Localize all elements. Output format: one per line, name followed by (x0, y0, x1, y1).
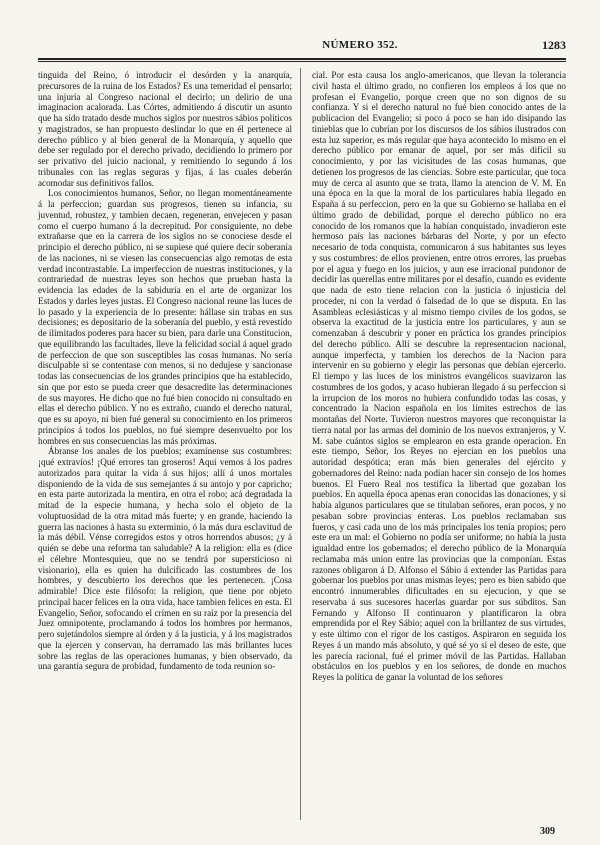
column-divider (300, 68, 301, 820)
header-rule-thin (38, 61, 566, 62)
paragraph: tinguida del Reino, ó introducir el desórden y la anarquía, precursores de la ruina de los Estados? Es una temeridad el pensarlo; una injuria al Congreso nacional el decirlo; un delirio de una imaginacion acalorada. Las Córtes, admitiendo á discutir un asunto que ha sido tratado desde muchos siglos por nuestros sábios políticos y magistrados, se han propuesto deslindar lo que en él pertenece al derecho público y al bien general de la Monarquía, y aquello que debe ser regulado por el derecho privado, decidiendo lo primero por ser privativo del juicio nacional, y remitiendo lo segundo á los tribunales con las reglas seguras y fijas, á las cuales deberán acomodar sus definitivos fallos. (38, 70, 292, 188)
paragraph: Los conocimientos humanos, Señor, no llegan momentáneamente á la perfeccion; guardan sus progresos, tienen su infancia, su juventud, robustez, y tambien decaen, regeneran, envejecen y pasan como el cuerpo humano á la decrepitud. Por consiguiente, no debe extrañarse que en la carrera de los siglos no se conociese desde el principio el derecho público, ni se supiese qué quiere decir soberanía de las naciones, ni se viesen las consecuencias algo remotas de esta verdad incontrastable. La imperfeccion de nuestras instituciones, y la contrariedad de nuestras leyes son hechos que prueban hasta la evidencia las edades de la sabiduría en el arte de organizar los Estados y darles leyes justas. El Congreso nacional reune las luces de lo pasado y la experiencia de lo presente: hállase sin trabas en sus decisiones; es depositario de la soberanía del pueblo, y está revestido de ilimitados poderes para hacer su bien, para darle una Constitucion, que equilibrando las facultades, lleve la felicidad social á aquel grado de perfeccion de que son susceptibles las cosas humanas. No sería disculpable si se contentase con menos, si no dedujese y sancionase todas las consecuencias de los grandes principios que ha establecido, sin que por esto se pueda creer que desacredite las determinaciones de sus mayores. He dicho que no fué bien conocido ni consultado en ellas el derecho público. Y no es extraño, cuando el derecho natural, que es su apoyo, ni bien fué general su conocimiento en los primeros principios á todos los pueblos, no fué siempre desenvuelto por los hombres en sus consecuencias las más próximas. (38, 188, 292, 446)
page-header (38, 36, 566, 54)
paragraph: cial. Por esta causa los anglo-americanos, que llevan la tolerancia civil hasta el último grado, no confieren los empleos á los que no profesan el Evangelio, porque creen que no son dignos de su confianza. Y si el derecho natural no fué bien conocido antes de la publicacion del Evangelio; si poco á poco se han ido disipando las tinieblas que lo cubrían por los discursos de los sábios ilustrados con esta luz superior, es más regular que haya acontecido lo mismo en el derecho público por emanar de aquel, por ser más difícil su conocimiento, y por las vicisitudes de las cosas humanas, que detienen los progresos de las ciencias. Sobre este particular, que toca muy de cerca al asunto que se trata, llamo la atencion de V. M. En una época en la que la moral de los particulares había llegado en España á su perfeccion, pero en la que su Gobierno se hallaba en el último grado de debilidad, porque el derecho público no era conocido de los romanos que la habían conquistado, invadieron este hermoso país las naciones bárbaras del Norte, y por un efecto necesario de toda conquista, comunicaron á sus habitantes sus leyes y sus costumbres: de ellos provienen, entre otros errores, las pruebas por el agua y fuego en los juicios, y aun ese irracional pundonor de decidir las querellas entre militares por el desafío, cuando es evidente que nada de esto tiene relacion con la justicia ó injusticia del proceder, ni con la verdad ó falsedad de lo que se disputa. En las Asambleas eclesiásticas y al mismo tiempo civiles de los godos, se observa la exactitud de la justicia entre los particulares, y aun se comenzaban á descubrir y poner en práctica los grandes principios del derecho público. Allí se descubre la representacion nacional, aunque imperfecta, y tambien los derechos de la Nacion para intervenir en su gobierno y elegir las personas que debían ejercerlo. El tiempo y las luces de los ministros evangélicos suavizaron las costumbres de los godos, y acaso hubieran llegado á su perfeccion si la irrupcion de los moros no hubiera confundido todas las cosas, y concentrado la Nacion española en los límites estrechos de las montañas del Norte. Tuvieron nuestros mayores que reconquistar la tierra natal por las armas del dominio de los nuevos extranjeros, y V. M. sabe cuántos siglos se emplearon en esta grande operacion. En este tiempo, Señor, los Reyes no ejercían en los pueblos una autoridad despótica; eran más bien generales del ejército y gobernadores del Reino: nada podían hacer sin consejo de los homes buenos. El Fuero Real nos testifica la libertad que gozaban los pueblos. En aquella época apenas eran conocidas las donaciones, y si había algunos particulares que se titulaban señores, eran pocos, y no pesaban sobre provincias enteras. Los pueblos reclamaban sus fueros, y casi cada uno de los más principales los tenía propios; pero este era un mal: el Gobierno no podía ser uniforme; no había la justa igualdad entre los gobernados; el derecho público de la Monarquía reclamaba más union entre las provincias que la componían. Estas razones obligaron á D. Alfonso el Sábio á extender las Partidas para gobernar los pueblos por unas mismas leyes; pero es bien sabido que encontró innumerables dificultades en su ejecucion, y que se reservaba á sus sucesores hacerlas guardar por sus súbditos. San Fernando y Alfonso II continuaron y plantificaron la obra emprendida por el Rey Sábio; aquel con la brillantez de sus virtudes, y este último con el rigor de los castigos. Aspiraron en seguida los Reyes á un mando más absoluto, y qué sé yo si el deseo de este, que les parecía racional, fué el primer móvil de las Partidas. Hallaban obstáculos en los pueblos y en los señores, de donde en muchos Reyes la política de ganar la voluntad de los señores (312, 70, 566, 682)
folio-number: 309 (540, 826, 555, 837)
page-number: 1283 (541, 37, 566, 52)
paragraph: Ábranse los anales de los pueblos; examínense sus costumbres: ¡qué extravíos! ¡Qué errores tan groseros! Aquí vemos á los padres autorizados para quitar la vida á sus hijos; allí á unos mortales disponiendo de la vida de sus semejantes á su antojo y por capricho; en esta parte autorizada la mentira, en otra el robo; acá degradada la mitad de la especie humana, y hecha solo el objeto de la voluptuosidad de la otra mitad más fuerte; y en grande, haciendo la guerra las naciones á hasta su exterminio, ó la más dura esclavitud de la más débil. Vénse corregidos estos y otros horrendos abusos; ¿y á quién se debe una reforma tan saludable? A la religion: ella es (dice el célebre Montesquieu, que no se tendrá por supersticioso ni visionario), ella es quien ha dulcificado las costumbres de los hombres, y descubierto los derechos que les pertenecen. ¡Cosa admirable! Dice este filósofo: la religion, que tiene por objeto principal hacer felices en la otra vida, hace tambien felices en esta. El Evangelio, Señor, sofocando el crímen en su raíz por la presencia del Juez omnipotente, proclamando á todos los hombres por hermanos, pero sujetándolos siempre al órden y á la justicia, y á los magistrados que la ejercen y conservan, ha derramado las más brillantes luces sobre las reglas de las operaciones humanas, y bien observado, da una garantía segura de probidad, fundamento de toda reunion so- (38, 446, 292, 672)
header-rule (38, 58, 566, 60)
left-column (38, 70, 292, 672)
issue-number: NÚMERO 352. (322, 39, 398, 51)
right-column (312, 70, 566, 683)
